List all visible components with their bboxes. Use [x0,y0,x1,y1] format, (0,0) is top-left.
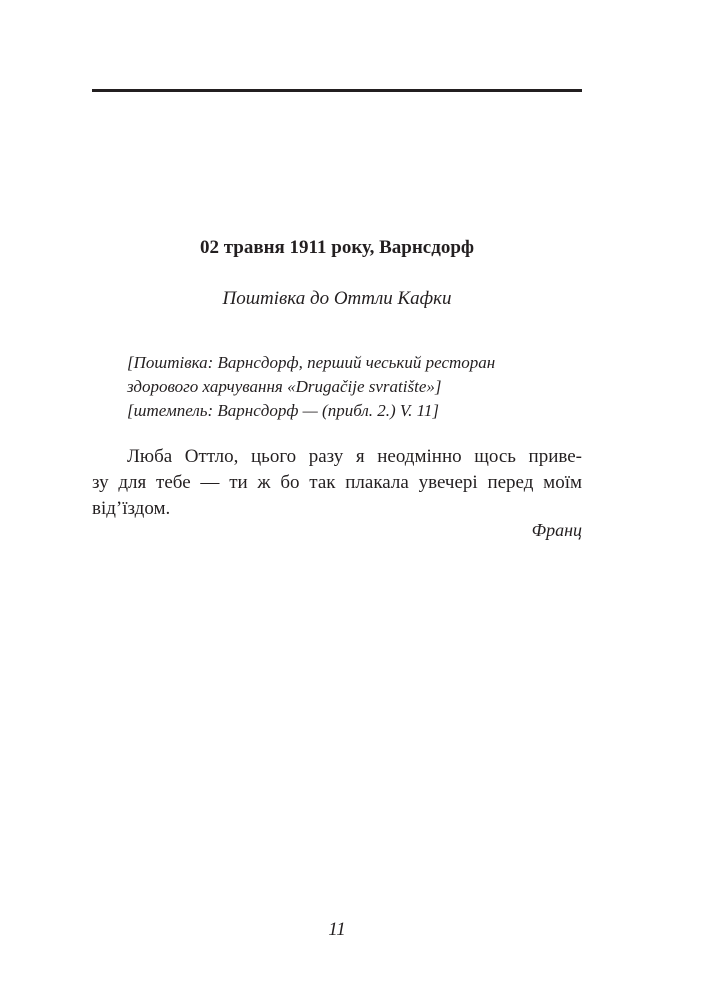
signature: Франц [531,520,582,540]
body-line: від’їздом. [92,498,171,519]
note-line: [штемпель: Варнсдорф — (прибл. 2.) V. 11] [127,401,439,420]
body-line: зу для тебе — ти ж бо так плакала увечері перед моїм [92,472,582,493]
page-number: 11 [328,919,346,940]
top-rule [92,89,582,92]
note-line: [Поштівка: Варнсдорф, перший чеський ресторан [127,353,496,372]
editorial-note [127,351,587,423]
body-line: Люба Оттло, цього разу я неодмінно щось приве- [127,446,582,467]
letter-subheading: Поштівка до Оттли Кафки [222,288,452,309]
note-line: здорового харчування «Drugačije svratište»] [127,377,442,396]
letter-heading: 02 травня 1911 року, Варнсдорф [199,237,475,258]
letter-body [92,444,582,522]
